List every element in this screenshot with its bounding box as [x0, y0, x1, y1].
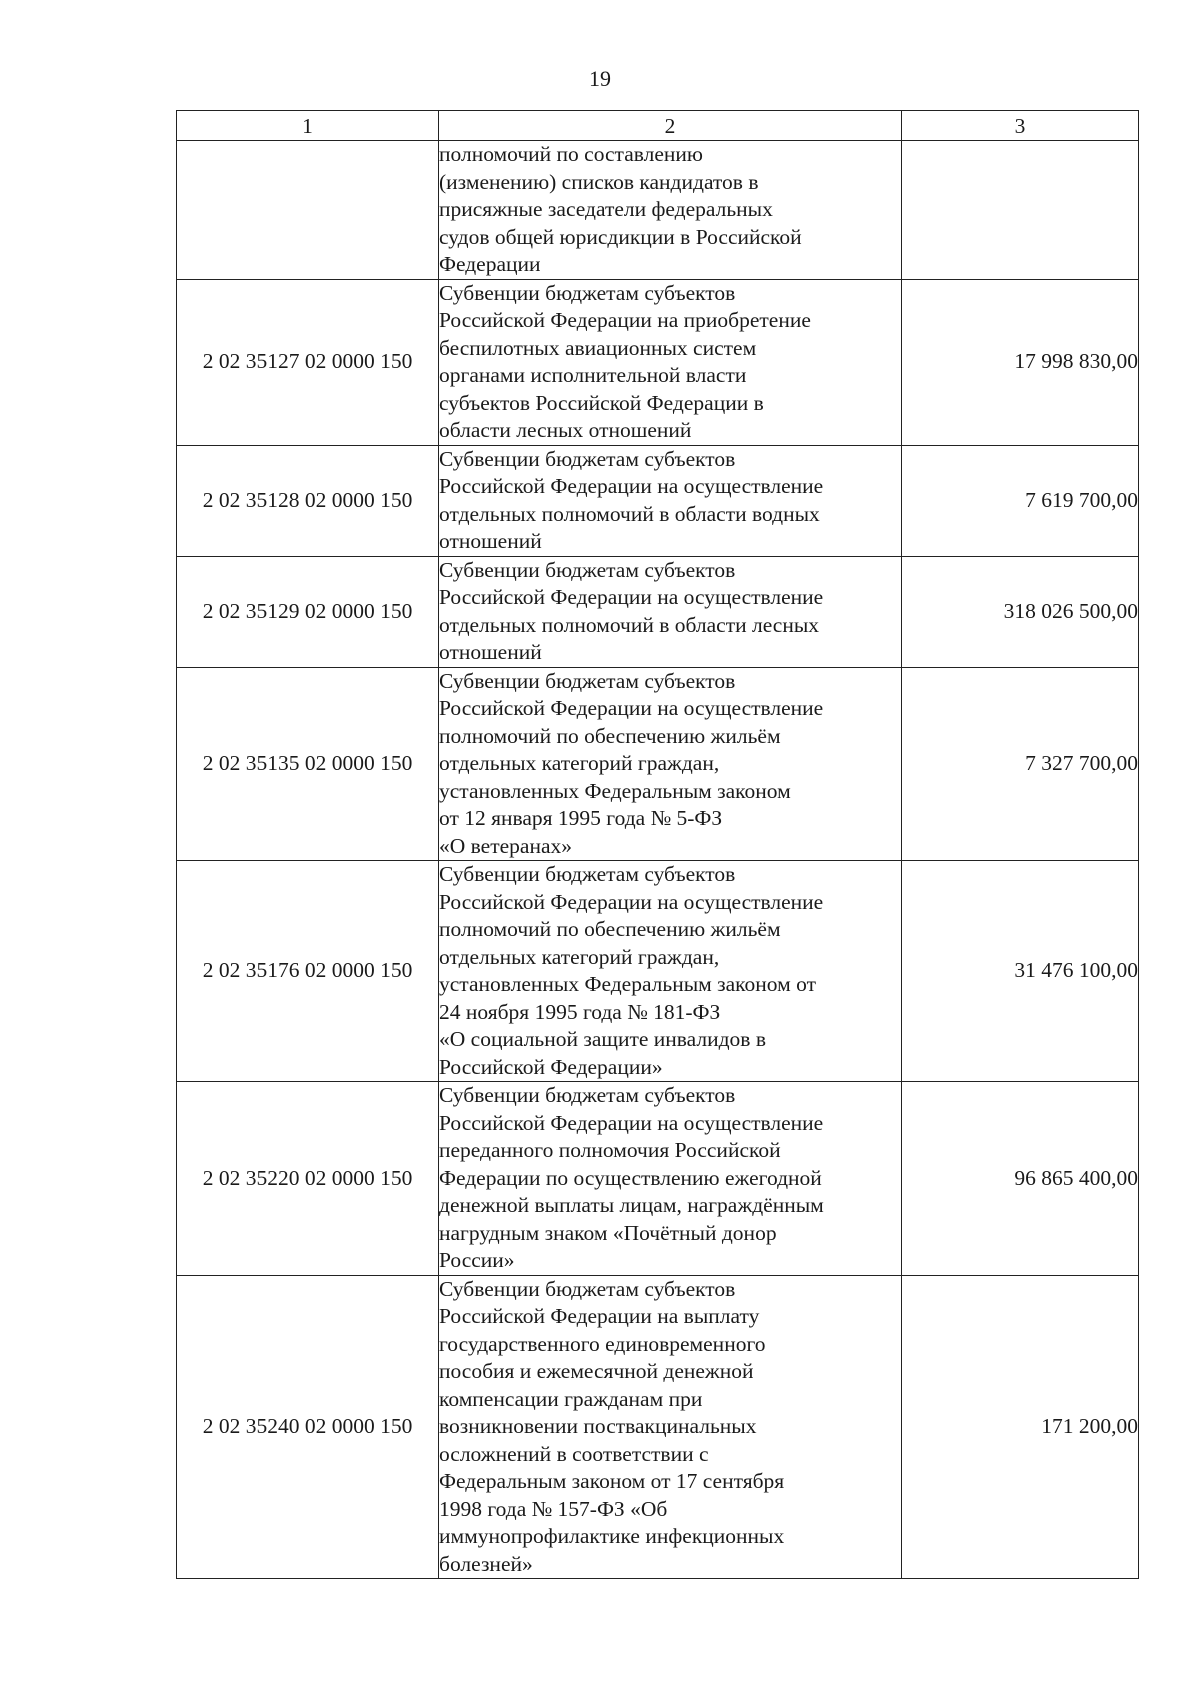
table-body	[177, 141, 1139, 1579]
description-line: болезней»	[439, 1551, 533, 1576]
income-code-cell: 2 02 35128 02 0000 150	[177, 445, 439, 556]
description-line: «О социальной защите инвалидов в	[439, 1027, 766, 1051]
description-line: органами исполнительной власти	[439, 363, 747, 387]
table-header-row	[177, 111, 1139, 141]
description-cell	[439, 556, 902, 667]
table-row	[177, 1275, 1139, 1579]
description-line: 24 ноября 1995 года № 181-ФЗ	[439, 999, 721, 1024]
description-line: полномочий по обеспечению жильём	[439, 917, 781, 941]
description-line: Российской Федерации»	[439, 1054, 663, 1079]
description-line: Российской Федерации на осуществление	[439, 585, 824, 609]
amount-cell: 7 327 700,00	[902, 667, 1139, 861]
description-line: «О ветеранах»	[439, 833, 572, 858]
description-line: 1998 года № 157-ФЗ «Об	[439, 1496, 668, 1521]
description-line: Субвенции бюджетам субъектов	[439, 1276, 736, 1301]
description-line: от 12 января 1995 года № 5-ФЗ	[439, 806, 723, 830]
table-row	[177, 445, 1139, 556]
description-cell	[439, 861, 902, 1082]
description-line: Российской Федерации на осуществление	[439, 696, 824, 720]
description-cell	[439, 141, 902, 280]
description-line: переданного полномочия Российской	[439, 1138, 781, 1162]
description-line: возникновении поствакцинальных	[439, 1414, 757, 1438]
description-line: субъектов Российской Федерации в	[439, 390, 764, 415]
description-line: отношений	[439, 529, 542, 553]
description-line: Субвенции бюджетам субъектов	[439, 280, 736, 305]
income-code-cell: 2 02 35129 02 0000 150	[177, 556, 439, 667]
amount-cell: 318 026 500,00	[902, 556, 1139, 667]
description-line: установленных Федеральным законом от	[439, 972, 816, 996]
description-line: судов общей юрисдикции в Российской	[439, 224, 802, 249]
income-code-cell: 2 02 35135 02 0000 150	[177, 667, 439, 861]
description-line: Российской Федерации на осуществление	[439, 889, 824, 914]
description-cell	[439, 279, 902, 445]
description-line: осложнений в соответствии с	[439, 1441, 709, 1466]
column-header-3: 3	[902, 111, 1139, 141]
description-line: (изменению) списков кандидатов в	[439, 169, 759, 194]
budget-table	[176, 110, 1139, 1579]
description-line: денежной выплаты лицам, награждённым	[439, 1193, 824, 1217]
description-line: Субвенции бюджетам субъектов	[439, 446, 736, 471]
description-line: России»	[439, 1248, 515, 1272]
description-line: нагрудным знаком «Почётный донор	[439, 1220, 777, 1245]
description-line: Субвенции бюджетам субъектов	[439, 1083, 736, 1107]
amount-cell	[902, 141, 1139, 280]
table-row	[177, 556, 1139, 667]
income-code-cell: 2 02 35220 02 0000 150	[177, 1082, 439, 1276]
income-code-cell	[177, 141, 439, 280]
description-line: отдельных полномочий в области водных	[439, 501, 820, 526]
page-number: 19	[589, 66, 611, 91]
amount-cell: 17 998 830,00	[902, 279, 1139, 445]
description-line: присяжные заседатели федеральных	[439, 197, 773, 221]
description-line: области лесных отношений	[439, 418, 692, 442]
table-row	[177, 1082, 1139, 1276]
description-line: отношений	[439, 640, 542, 664]
description-line: Федерации	[439, 252, 541, 276]
description-line: Федерации по осуществлению ежегодной	[439, 1165, 822, 1190]
table-row	[177, 667, 1139, 861]
description-line: полномочий по обеспечению жильём	[439, 723, 781, 748]
table-row	[177, 861, 1139, 1082]
column-header-1: 1	[177, 111, 439, 141]
amount-cell: 171 200,00	[902, 1275, 1139, 1579]
amount-cell: 7 619 700,00	[902, 445, 1139, 556]
description-cell	[439, 1082, 902, 1276]
description-line: Федеральным законом от 17 сентября	[439, 1469, 785, 1493]
description-line: иммунопрофилактике инфекционных	[439, 1524, 785, 1548]
table-row	[177, 141, 1139, 280]
description-line: компенсации гражданам при	[439, 1386, 703, 1411]
description-line: отдельных категорий граждан,	[439, 944, 720, 969]
description-line: государственного единовременного	[439, 1331, 766, 1356]
amount-cell: 96 865 400,00	[902, 1082, 1139, 1276]
description-line: отдельных категорий граждан,	[439, 751, 720, 775]
description-line: Субвенции бюджетам субъектов	[439, 668, 736, 693]
description-line: Субвенции бюджетам субъектов	[439, 557, 736, 582]
amount-cell: 31 476 100,00	[902, 861, 1139, 1082]
description-line: пособия и ежемесячной денежной	[439, 1359, 754, 1383]
description-line: Российской Федерации на выплату	[439, 1304, 760, 1328]
income-code-cell: 2 02 35176 02 0000 150	[177, 861, 439, 1082]
description-cell	[439, 1275, 902, 1579]
description-line: Российской Федерации на осуществление	[439, 1110, 824, 1135]
description-line: Субвенции бюджетам субъектов	[439, 862, 736, 886]
income-code-cell: 2 02 35127 02 0000 150	[177, 279, 439, 445]
description-line: беспилотных авиационных систем	[439, 335, 757, 360]
description-line: отдельных полномочий в области лесных	[439, 612, 820, 637]
description-line: полномочий по составлению	[439, 142, 703, 166]
description-line: Российской Федерации на осуществление	[439, 474, 824, 498]
description-line: Российской Федерации на приобретение	[439, 308, 811, 332]
description-cell	[439, 445, 902, 556]
description-cell	[439, 667, 902, 861]
table-row	[177, 279, 1139, 445]
description-line: установленных Федеральным законом	[439, 778, 791, 803]
income-code-cell: 2 02 35240 02 0000 150	[177, 1275, 439, 1579]
column-header-2: 2	[439, 111, 902, 141]
